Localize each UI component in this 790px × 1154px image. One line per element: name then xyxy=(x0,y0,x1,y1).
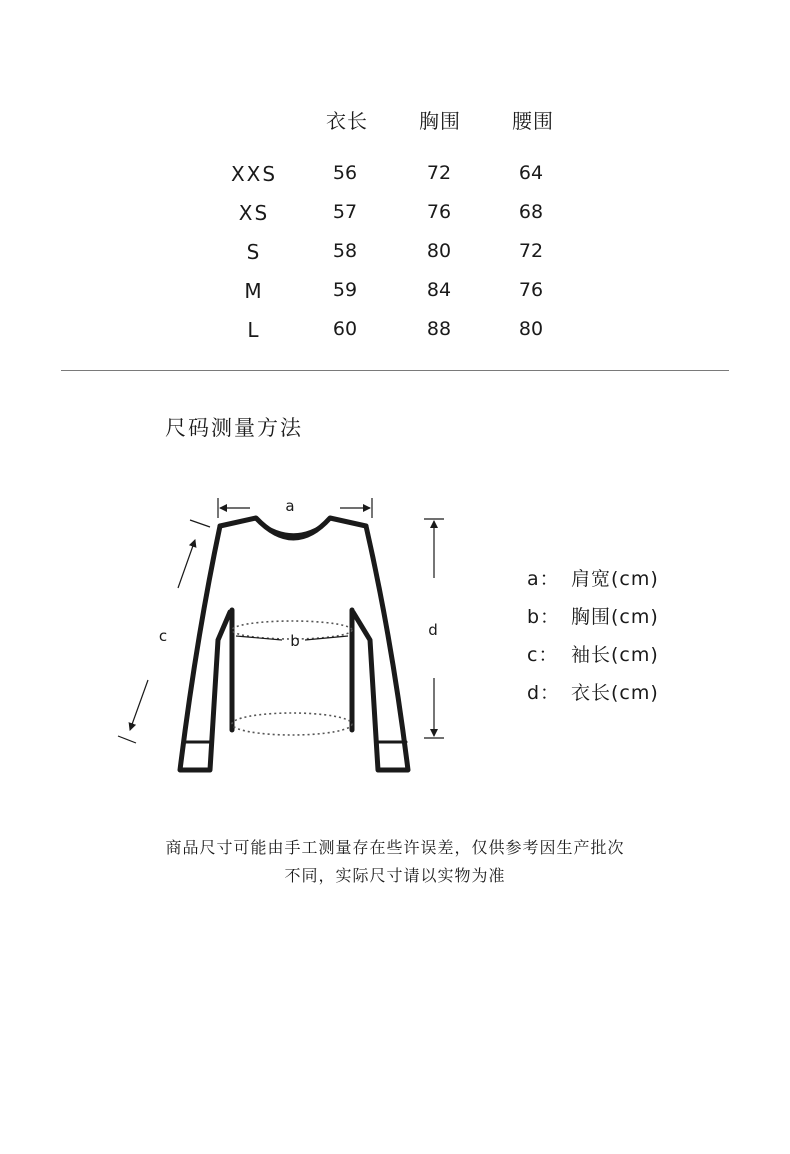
chest-value: 84 xyxy=(426,279,452,301)
legend-key: a： xyxy=(527,568,560,590)
measure-title: 尺码测量方法 xyxy=(165,416,303,440)
sleeve-arrow-up xyxy=(178,540,195,588)
legend-sleeve xyxy=(527,640,659,667)
legend-length xyxy=(527,678,659,705)
length-value: 59 xyxy=(332,279,358,301)
header-length: 衣长 xyxy=(326,109,368,133)
sleeve-tick-bottom xyxy=(118,736,136,743)
legend-text: 胸围(cm) xyxy=(571,606,659,628)
legend-key: d： xyxy=(527,682,561,704)
legend-chest xyxy=(527,602,659,629)
legend-text: 衣长(cm) xyxy=(571,682,659,704)
header-waist: 腰围 xyxy=(512,109,554,133)
length-value: 60 xyxy=(332,318,358,340)
label-c: c xyxy=(158,627,168,645)
size-label: XXS xyxy=(230,162,278,186)
chest-value: 80 xyxy=(426,240,452,262)
waist-value: 64 xyxy=(518,162,544,184)
waist-value: 72 xyxy=(518,240,544,262)
sleeve-tick-top xyxy=(190,520,210,527)
disclaimer-line-1: 商品尺寸可能由手工测量存在些许误差，仅供参考因生产批次 xyxy=(165,838,625,857)
length-value: 58 xyxy=(332,240,358,262)
length-value: 56 xyxy=(332,162,358,184)
size-label: L xyxy=(247,318,261,342)
legend-text: 袖长(cm) xyxy=(571,644,659,666)
waist-value: 76 xyxy=(518,279,544,301)
legend-key: c： xyxy=(527,644,559,666)
label-b: b xyxy=(290,632,300,650)
legend-shoulder xyxy=(527,564,659,591)
chest-marker-right xyxy=(305,636,348,640)
waist-value: 68 xyxy=(518,201,544,223)
size-label: XS xyxy=(238,201,270,225)
table-row xyxy=(0,279,790,309)
table-row xyxy=(0,318,790,348)
length-value: 57 xyxy=(332,201,358,223)
label-d: d xyxy=(428,621,438,639)
table-row xyxy=(0,240,790,270)
legend-text: 肩宽(cm) xyxy=(571,568,659,590)
right-sleeve-outline xyxy=(353,526,408,770)
hem-ellipse xyxy=(232,713,352,735)
sleeve-arrow-down xyxy=(130,680,148,730)
chest-value: 88 xyxy=(426,318,452,340)
chest-value: 72 xyxy=(426,162,452,184)
label-a: a xyxy=(285,497,295,515)
header-chest: 胸围 xyxy=(419,109,461,133)
size-label: M xyxy=(244,279,264,303)
divider xyxy=(61,370,729,371)
chest-value: 76 xyxy=(426,201,452,223)
size-label: S xyxy=(246,240,262,264)
table-row xyxy=(0,162,790,192)
table-row xyxy=(0,201,790,231)
chest-marker-left xyxy=(236,636,282,640)
legend-key: b： xyxy=(527,606,561,628)
waist-value: 80 xyxy=(518,318,544,340)
sweater-diagram xyxy=(0,480,470,790)
disclaimer-line-2: 不同，实际尺寸请以实物为准 xyxy=(284,866,506,885)
